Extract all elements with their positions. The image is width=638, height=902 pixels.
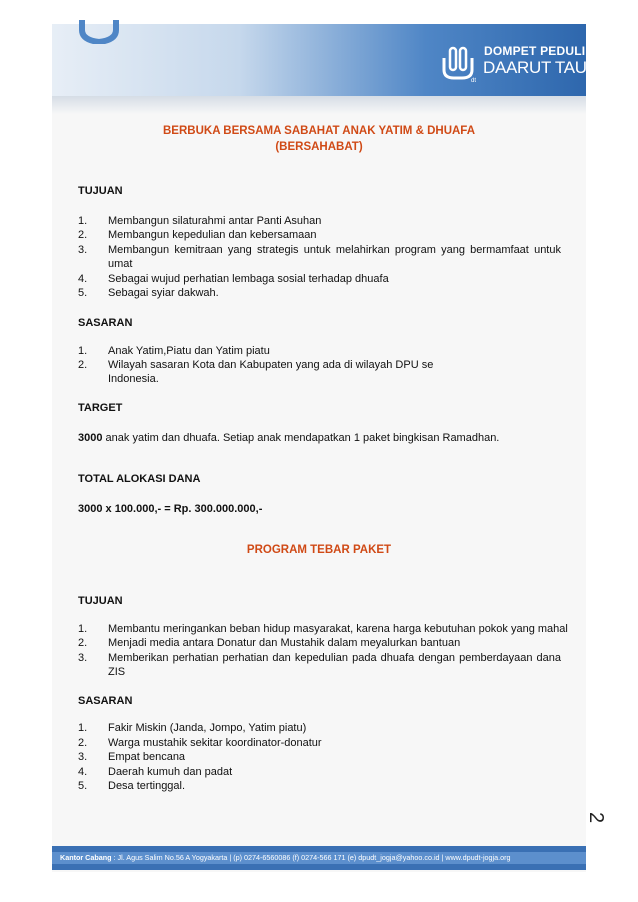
footer-details: : Jl. Agus Salim No.56 A Yogyakarta | (p) 0274-6560086 (f) 0274-566 171 (e) dpudt_jogja@yahoo.co.id | www.dpudt-jogja.org [111,853,511,862]
list-item: Membangun kepedulian dan kebersamaan [108,229,317,241]
list-number: 3. [78,652,88,664]
top-emblem-icon [78,20,120,44]
list-item: Daerah kumuh dan padat [108,766,233,778]
section1-title-line2: (BERSAHABAT) [275,141,363,153]
list-item: Anak Yatim,Piatu dan Yatim piatu [108,345,270,357]
list-number: 2. [78,737,88,749]
footer-address [60,852,580,864]
list-item: Empat bencana [108,751,186,763]
brand-name-line1: DOMPET PEDULI UMMAT [484,44,634,58]
list-item: Membantu meringankan beban hidup masyarakat, karena harga kebutuhan pokok yang mahal [108,623,568,635]
footer-label: Kantor Cabang [60,853,112,862]
list-number: 3. [78,244,88,256]
list-number: 2. [78,637,88,649]
list-item-continuation: umat [108,258,133,270]
list-number: 1. [78,623,88,635]
list-item: Warga mustahik sekitar koordinator-donatur [108,737,322,749]
section2-sasaran-heading: SASARAN [78,695,133,707]
list-item: Memberikan perhatian perhatian dan kepedulian pada dhuafa dengan pemberdayaan dana [108,652,561,664]
total-alokasi-value: 3000 x 100.000,- = Rp. 300.000.000,- [78,503,263,515]
logo-mark: dt [471,78,477,84]
section1-tujuan-heading: TUJUAN [78,185,123,197]
brand-name-line2: DAARUT TAUHIID [483,58,620,77]
list-item: Desa tertinggal. [108,780,186,792]
page-number: 2 [585,811,608,824]
list-item: Menjadi media antara Donatur dan Mustahik dalam meyalurkan bantuan [108,637,461,649]
list-item: Membangun silaturahmi antar Panti Asuhan [108,215,322,227]
target-paragraph [78,431,499,445]
header-shadow [52,96,586,114]
list-item: Sebagai wujud perhatian lembaga sosial terhadap dhuafa [108,273,389,285]
list-number: 2. [78,229,88,241]
list-number: 2. [78,359,88,371]
list-item: Sebagai syiar dakwah. [108,287,219,299]
list-number: 5. [78,780,88,792]
list-number: 1. [78,722,88,734]
list-item-continuation: Indonesia. [108,373,159,385]
list-number: 1. [78,215,88,227]
section1-title-line1: BERBUKA BERSAMA SABAHAT ANAK YATIM & DHUAFA [163,125,475,137]
section1-target-heading: TARGET [78,402,123,414]
list-item: Membangun kemitraan yang strategis untuk melahirkan program yang bermamfaat untuk [108,244,561,256]
list-number: 4. [78,273,88,285]
list-number: 3. [78,751,88,763]
daarut-tauhiid-logo-icon [436,40,480,84]
target-count: 3000 [78,432,103,444]
list-item: Wilayah sasaran Kota dan Kabupaten yang ada di wilayah DPU se [108,359,434,371]
section1-sasaran-heading: SASARAN [78,317,133,329]
section2-tujuan-heading: TUJUAN [78,595,123,607]
target-text: anak yatim dan dhuafa. Setiap anak mendapatkan 1 paket bingkisan Ramadhan. [102,432,500,444]
list-number: 4. [78,766,88,778]
list-item-continuation: ZIS [108,666,126,678]
list-number: 1. [78,345,88,357]
list-item: Fakir Miskin (Janda, Jompo, Yatim piatu) [108,722,307,734]
list-number: 5. [78,287,88,299]
section2-title: PROGRAM TEBAR PAKET [246,544,392,556]
total-alokasi-heading: TOTAL ALOKASI DANA [78,473,201,485]
